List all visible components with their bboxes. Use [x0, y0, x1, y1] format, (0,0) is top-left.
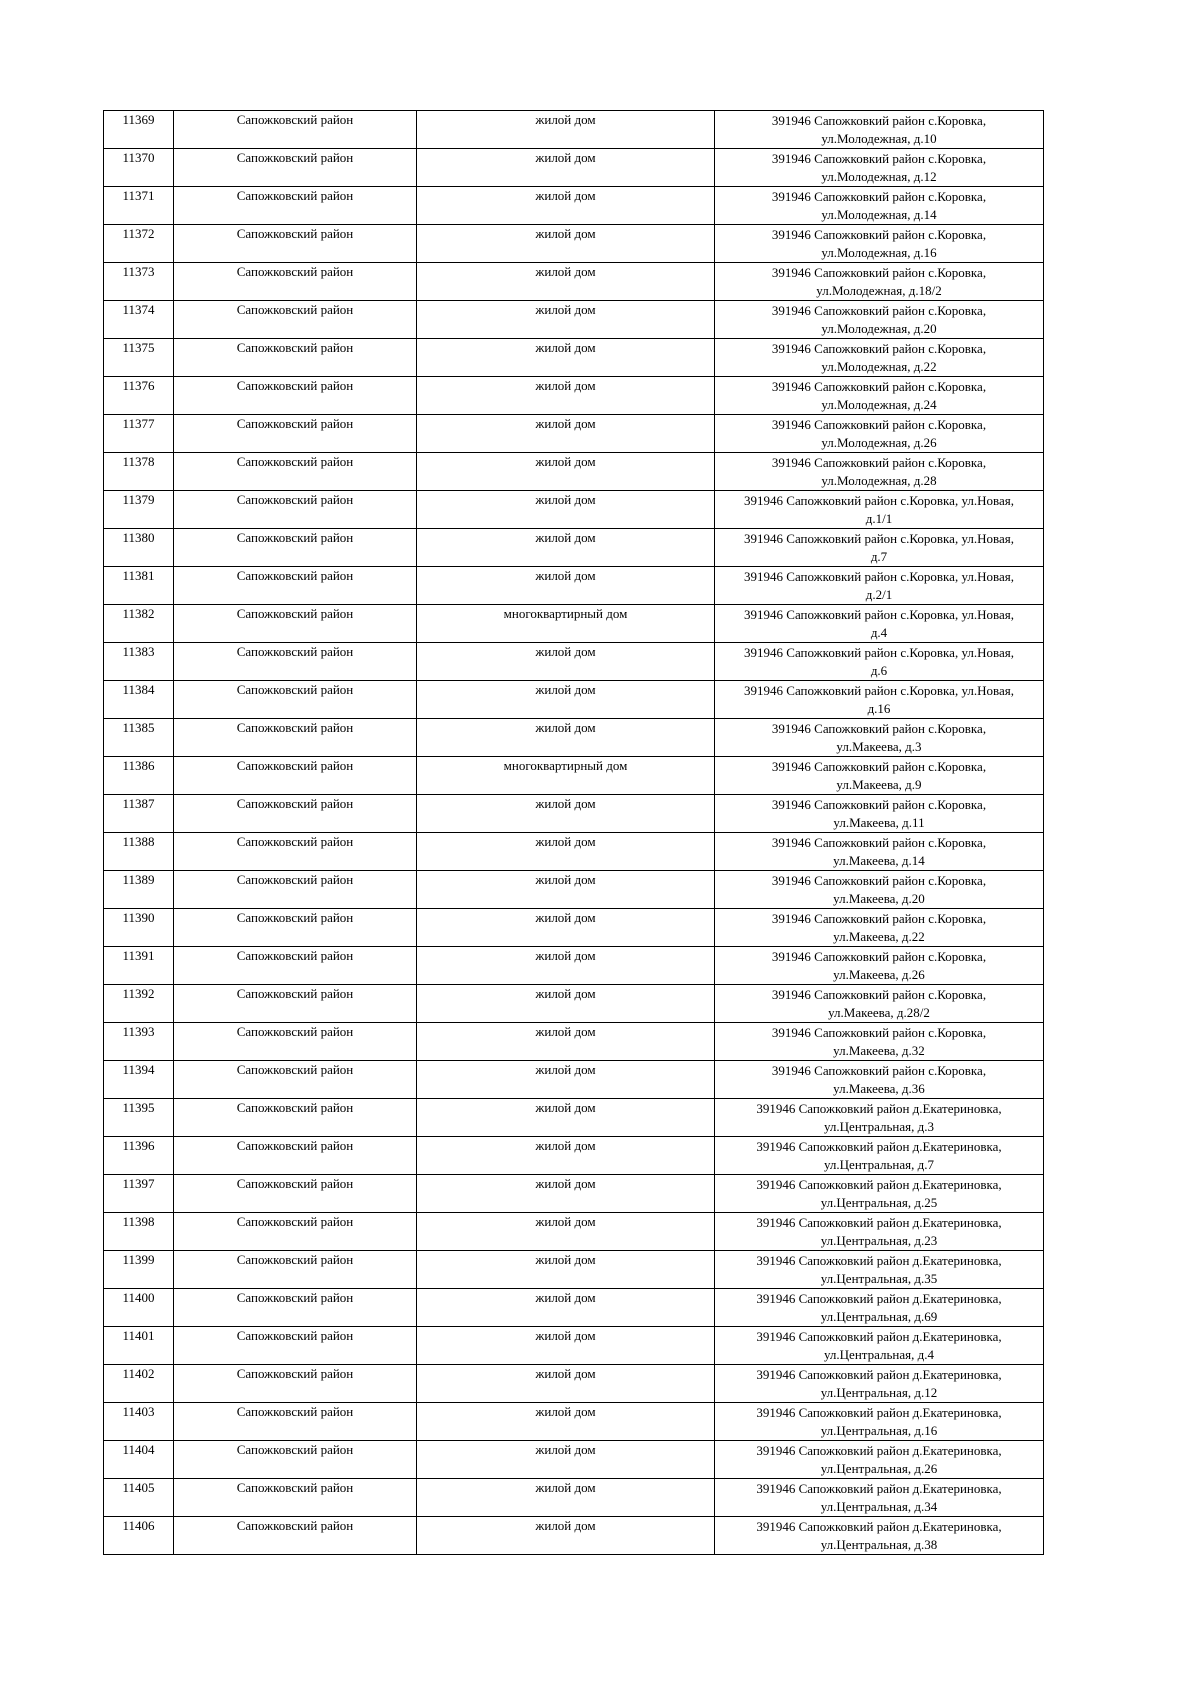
table-row: [104, 833, 1044, 871]
object-type-cell: жилой дом: [417, 985, 715, 1023]
table-row: [104, 1213, 1044, 1251]
object-type-cell: жилой дом: [417, 1441, 715, 1479]
table-row: [104, 1403, 1044, 1441]
address-line-2: д.16: [867, 701, 891, 716]
object-type-cell: жилой дом: [417, 1289, 715, 1327]
address-cell: [715, 415, 1044, 453]
address-line-2: ул.Центральная, д.7: [824, 1157, 934, 1172]
address-cell: [715, 795, 1044, 833]
record-number-cell: 11384: [104, 681, 174, 719]
table-row: [104, 909, 1044, 947]
address-cell: [715, 871, 1044, 909]
address-line-1: 391946 Сапожковкий район д.Екатериновка,: [756, 1519, 1002, 1534]
table-row: [104, 1099, 1044, 1137]
record-number-cell: 11398: [104, 1213, 174, 1251]
address-cell: [715, 681, 1044, 719]
address-line-1: 391946 Сапожковкий район с.Коровка,: [771, 455, 987, 470]
record-number-cell: 11403: [104, 1403, 174, 1441]
object-type-cell: многоквартирный дом: [417, 757, 715, 795]
address-line-1: 391946 Сапожковкий район с.Коровка,: [771, 303, 987, 318]
record-number-cell: 11374: [104, 301, 174, 339]
record-number-cell: 11406: [104, 1517, 174, 1555]
table-row: [104, 871, 1044, 909]
address-line-1: 391946 Сапожковкий район с.Коровка,: [771, 189, 987, 204]
address-line-1: 391946 Сапожковкий район с.Коровка,: [771, 721, 987, 736]
record-number-cell: 11391: [104, 947, 174, 985]
district-cell: Сапожковский район: [174, 643, 417, 681]
record-number-cell: 11369: [104, 111, 174, 149]
address-line-2: д.4: [870, 625, 888, 640]
table-row: [104, 567, 1044, 605]
address-line-1: 391946 Сапожковкий район с.Коровка,: [771, 151, 987, 166]
object-type-cell: многоквартирный дом: [417, 605, 715, 643]
address-cell: [715, 1365, 1044, 1403]
address-line-2: ул.Макеева, д.14: [833, 853, 925, 868]
address-line-1: 391946 Сапожковкий район с.Коровка, ул.Новая,: [744, 607, 1014, 622]
object-type-cell: жилой дом: [417, 719, 715, 757]
district-cell: Сапожковский район: [174, 301, 417, 339]
address-line-1: 391946 Сапожковкий район д.Екатериновка,: [756, 1177, 1002, 1192]
address-cell: [715, 1175, 1044, 1213]
record-number-cell: 11376: [104, 377, 174, 415]
address-cell: [715, 985, 1044, 1023]
address-cell: [715, 719, 1044, 757]
table-row: [104, 719, 1044, 757]
address-line-2: ул.Макеева, д.28/2: [828, 1005, 930, 1020]
address-cell: [715, 1137, 1044, 1175]
table-row: [104, 1061, 1044, 1099]
district-cell: Сапожковский район: [174, 339, 417, 377]
record-number-cell: 11370: [104, 149, 174, 187]
table-row: [104, 1023, 1044, 1061]
address-line-1: 391946 Сапожковкий район с.Коровка, ул.Новая,: [744, 531, 1014, 546]
district-cell: Сапожковский район: [174, 795, 417, 833]
address-line-1: 391946 Сапожковкий район д.Екатериновка,: [756, 1367, 1002, 1382]
district-cell: Сапожковский район: [174, 111, 417, 149]
object-type-cell: жилой дом: [417, 833, 715, 871]
object-type-cell: жилой дом: [417, 111, 715, 149]
district-cell: Сапожковский район: [174, 909, 417, 947]
address-cell: [715, 833, 1044, 871]
table-row: [104, 529, 1044, 567]
district-cell: Сапожковский район: [174, 567, 417, 605]
address-line-1: 391946 Сапожковкий район д.Екатериновка,: [756, 1443, 1002, 1458]
address-line-1: 391946 Сапожковкий район с.Коровка,: [771, 835, 987, 850]
address-line-2: д.7: [870, 549, 888, 564]
table-row: [104, 605, 1044, 643]
table-row: [104, 263, 1044, 301]
address-cell: [715, 1403, 1044, 1441]
registry-table-body: [104, 111, 1044, 1555]
address-cell: [715, 1327, 1044, 1365]
record-number-cell: 11387: [104, 795, 174, 833]
table-row: [104, 1365, 1044, 1403]
address-line-2: ул.Макеева, д.9: [836, 777, 922, 792]
address-line-1: 391946 Сапожковкий район д.Екатериновка,: [756, 1405, 1002, 1420]
district-cell: Сапожковский район: [174, 529, 417, 567]
table-row: [104, 985, 1044, 1023]
table-row: [104, 1137, 1044, 1175]
record-number-cell: 11396: [104, 1137, 174, 1175]
record-number-cell: 11382: [104, 605, 174, 643]
address-line-1: 391946 Сапожковкий район с.Коровка,: [771, 797, 987, 812]
district-cell: Сапожковский район: [174, 1479, 417, 1517]
object-type-cell: жилой дом: [417, 871, 715, 909]
address-cell: [715, 339, 1044, 377]
district-cell: Сапожковский район: [174, 833, 417, 871]
table-row: [104, 1517, 1044, 1555]
district-cell: Сапожковский район: [174, 491, 417, 529]
district-cell: Сапожковский район: [174, 1289, 417, 1327]
address-line-2: ул.Центральная, д.4: [824, 1347, 934, 1362]
record-number-cell: 11386: [104, 757, 174, 795]
table-row: [104, 947, 1044, 985]
address-line-1: 391946 Сапожковкий район с.Коровка,: [771, 1025, 987, 1040]
object-type-cell: жилой дом: [417, 1403, 715, 1441]
address-line-1: 391946 Сапожковкий район с.Коровка, ул.Новая,: [744, 683, 1014, 698]
address-cell: [715, 529, 1044, 567]
record-number-cell: 11381: [104, 567, 174, 605]
table-row: [104, 795, 1044, 833]
object-type-cell: жилой дом: [417, 1023, 715, 1061]
address-line-1: 391946 Сапожковкий район д.Екатериновка,: [756, 1101, 1002, 1116]
address-cell: [715, 491, 1044, 529]
address-line-1: 391946 Сапожковкий район с.Коровка, ул.Новая,: [744, 569, 1014, 584]
district-cell: Сапожковский район: [174, 225, 417, 263]
address-line-1: 391946 Сапожковкий район д.Екатериновка,: [756, 1291, 1002, 1306]
address-line-2: д.1/1: [865, 511, 893, 526]
address-cell: [715, 605, 1044, 643]
address-line-1: 391946 Сапожковкий район д.Екатериновка,: [756, 1215, 1002, 1230]
object-type-cell: жилой дом: [417, 1099, 715, 1137]
address-cell: [715, 567, 1044, 605]
object-type-cell: жилой дом: [417, 415, 715, 453]
record-number-cell: 11372: [104, 225, 174, 263]
district-cell: Сапожковский район: [174, 149, 417, 187]
object-type-cell: жилой дом: [417, 795, 715, 833]
district-cell: Сапожковский район: [174, 1099, 417, 1137]
address-cell: [715, 947, 1044, 985]
record-number-cell: 11383: [104, 643, 174, 681]
address-cell: [715, 909, 1044, 947]
address-cell: [715, 377, 1044, 415]
table-row: [104, 1251, 1044, 1289]
object-type-cell: жилой дом: [417, 1061, 715, 1099]
district-cell: Сапожковский район: [174, 1213, 417, 1251]
table-row: [104, 1479, 1044, 1517]
address-line-2: ул.Молодежная, д.20: [821, 321, 937, 336]
address-line-2: ул.Молодежная, д.22: [821, 359, 937, 374]
address-line-2: ул.Макеева, д.3: [836, 739, 922, 754]
table-row: [104, 491, 1044, 529]
address-line-1: 391946 Сапожковкий район д.Екатериновка,: [756, 1139, 1002, 1154]
table-row: [104, 757, 1044, 795]
address-line-1: 391946 Сапожковкий район с.Коровка,: [771, 417, 987, 432]
table-row: [104, 1289, 1044, 1327]
record-number-cell: 11400: [104, 1289, 174, 1327]
address-line-2: ул.Центральная, д.12: [820, 1385, 938, 1400]
object-type-cell: жилой дом: [417, 1251, 715, 1289]
address-line-2: ул.Центральная, д.25: [820, 1195, 938, 1210]
address-line-2: ул.Центральная, д.16: [820, 1423, 938, 1438]
address-cell: [715, 149, 1044, 187]
address-line-2: ул.Молодежная, д.24: [821, 397, 937, 412]
address-line-1: 391946 Сапожковкий район с.Коровка,: [771, 227, 987, 242]
address-line-1: 391946 Сапожковкий район с.Коровка, ул.Новая,: [744, 493, 1014, 508]
object-type-cell: жилой дом: [417, 1365, 715, 1403]
address-line-2: ул.Центральная, д.23: [820, 1233, 938, 1248]
address-cell: [715, 1251, 1044, 1289]
district-cell: Сапожковский район: [174, 1061, 417, 1099]
record-number-cell: 11389: [104, 871, 174, 909]
district-cell: Сапожковский район: [174, 1023, 417, 1061]
address-cell: [715, 1213, 1044, 1251]
district-cell: Сапожковский район: [174, 757, 417, 795]
table-row: [104, 377, 1044, 415]
address-cell: [715, 111, 1044, 149]
address-line-2: ул.Центральная, д.34: [820, 1499, 938, 1514]
registry-table: [103, 110, 1044, 1555]
district-cell: Сапожковский район: [174, 1517, 417, 1555]
object-type-cell: жилой дом: [417, 301, 715, 339]
record-number-cell: 11397: [104, 1175, 174, 1213]
object-type-cell: жилой дом: [417, 681, 715, 719]
record-number-cell: 11395: [104, 1099, 174, 1137]
address-line-2: ул.Макеева, д.11: [833, 815, 925, 830]
address-cell: [715, 757, 1044, 795]
address-line-1: 391946 Сапожковкий район с.Коровка,: [771, 759, 987, 774]
table-row: [104, 1327, 1044, 1365]
record-number-cell: 11388: [104, 833, 174, 871]
address-cell: [715, 1289, 1044, 1327]
address-line-1: 391946 Сапожковкий район с.Коровка,: [771, 949, 987, 964]
district-cell: Сапожковский район: [174, 1175, 417, 1213]
address-cell: [715, 453, 1044, 491]
district-cell: Сапожковский район: [174, 1403, 417, 1441]
address-line-2: д.2/1: [865, 587, 893, 602]
object-type-cell: жилой дом: [417, 947, 715, 985]
table-row: [104, 225, 1044, 263]
district-cell: Сапожковский район: [174, 1441, 417, 1479]
district-cell: Сапожковский район: [174, 415, 417, 453]
address-line-2: ул.Центральная, д.38: [820, 1537, 938, 1552]
district-cell: Сапожковский район: [174, 605, 417, 643]
district-cell: Сапожковский район: [174, 377, 417, 415]
object-type-cell: жилой дом: [417, 1137, 715, 1175]
address-line-2: ул.Макеева, д.22: [833, 929, 925, 944]
address-line-2: ул.Макеева, д.20: [833, 891, 925, 906]
address-line-2: ул.Молодежная, д.12: [821, 169, 937, 184]
record-number-cell: 11401: [104, 1327, 174, 1365]
object-type-cell: жилой дом: [417, 225, 715, 263]
district-cell: Сапожковский район: [174, 719, 417, 757]
address-line-2: ул.Центральная, д.3: [824, 1119, 934, 1134]
address-line-2: ул.Молодежная, д.10: [821, 131, 937, 146]
address-cell: [715, 1061, 1044, 1099]
district-cell: Сапожковский район: [174, 985, 417, 1023]
address-cell: [715, 187, 1044, 225]
address-line-1: 391946 Сапожковкий район с.Коровка,: [771, 873, 987, 888]
district-cell: Сапожковский район: [174, 1137, 417, 1175]
address-cell: [715, 643, 1044, 681]
record-number-cell: 11379: [104, 491, 174, 529]
object-type-cell: жилой дом: [417, 149, 715, 187]
record-number-cell: 11377: [104, 415, 174, 453]
record-number-cell: 11390: [104, 909, 174, 947]
table-row: [104, 643, 1044, 681]
record-number-cell: 11404: [104, 1441, 174, 1479]
district-cell: Сапожковский район: [174, 453, 417, 491]
table-row: [104, 1175, 1044, 1213]
address-line-1: 391946 Сапожковкий район с.Коровка,: [771, 911, 987, 926]
object-type-cell: жилой дом: [417, 643, 715, 681]
address-line-1: 391946 Сапожковкий район с.Коровка,: [771, 265, 987, 280]
object-type-cell: жилой дом: [417, 377, 715, 415]
object-type-cell: жилой дом: [417, 567, 715, 605]
address-line-1: 391946 Сапожковкий район с.Коровка,: [771, 113, 987, 128]
object-type-cell: жилой дом: [417, 909, 715, 947]
address-line-1: 391946 Сапожковкий район д.Екатериновка,: [756, 1329, 1002, 1344]
object-type-cell: жилой дом: [417, 1479, 715, 1517]
record-number-cell: 11380: [104, 529, 174, 567]
table-row: [104, 301, 1044, 339]
address-line-2: ул.Молодежная, д.18/2: [816, 283, 942, 298]
address-line-2: ул.Макеева, д.32: [833, 1043, 925, 1058]
record-number-cell: 11373: [104, 263, 174, 301]
record-number-cell: 11375: [104, 339, 174, 377]
record-number-cell: 11405: [104, 1479, 174, 1517]
district-cell: Сапожковский район: [174, 1365, 417, 1403]
table-row: [104, 187, 1044, 225]
object-type-cell: жилой дом: [417, 1517, 715, 1555]
record-number-cell: 11371: [104, 187, 174, 225]
record-number-cell: 11402: [104, 1365, 174, 1403]
address-cell: [715, 263, 1044, 301]
address-cell: [715, 1441, 1044, 1479]
address-line-1: 391946 Сапожковкий район д.Екатериновка,: [756, 1253, 1002, 1268]
object-type-cell: жилой дом: [417, 1327, 715, 1365]
district-cell: Сапожковский район: [174, 947, 417, 985]
table-row: [104, 415, 1044, 453]
table-row: [104, 111, 1044, 149]
address-cell: [715, 1099, 1044, 1137]
address-line-1: 391946 Сапожковкий район д.Екатериновка,: [756, 1481, 1002, 1496]
district-cell: Сапожковский район: [174, 871, 417, 909]
address-cell: [715, 225, 1044, 263]
object-type-cell: жилой дом: [417, 187, 715, 225]
address-line-1: 391946 Сапожковкий район с.Коровка,: [771, 341, 987, 356]
table-row: [104, 339, 1044, 377]
object-type-cell: жилой дом: [417, 1213, 715, 1251]
record-number-cell: 11393: [104, 1023, 174, 1061]
object-type-cell: жилой дом: [417, 529, 715, 567]
address-line-2: ул.Молодежная, д.26: [821, 435, 937, 450]
address-line-1: 391946 Сапожковкий район с.Коровка,: [771, 379, 987, 394]
address-line-1: 391946 Сапожковкий район с.Коровка,: [771, 987, 987, 1002]
address-line-2: ул.Центральная, д.26: [820, 1461, 938, 1476]
address-line-2: ул.Центральная, д.69: [820, 1309, 938, 1324]
address-cell: [715, 1479, 1044, 1517]
record-number-cell: 11378: [104, 453, 174, 491]
address-line-2: ул.Молодежная, д.14: [821, 207, 937, 222]
district-cell: Сапожковский район: [174, 1327, 417, 1365]
object-type-cell: жилой дом: [417, 491, 715, 529]
district-cell: Сапожковский район: [174, 1251, 417, 1289]
object-type-cell: жилой дом: [417, 263, 715, 301]
district-cell: Сапожковский район: [174, 263, 417, 301]
object-type-cell: жилой дом: [417, 453, 715, 491]
address-line-2: ул.Молодежная, д.28: [821, 473, 937, 488]
table-row: [104, 149, 1044, 187]
address-line-2: ул.Молодежная, д.16: [821, 245, 937, 260]
table-row: [104, 1441, 1044, 1479]
address-line-2: ул.Макеева, д.36: [833, 1081, 925, 1096]
address-cell: [715, 1023, 1044, 1061]
object-type-cell: жилой дом: [417, 339, 715, 377]
address-line-2: ул.Центральная, д.35: [820, 1271, 938, 1286]
address-line-2: д.6: [870, 663, 888, 678]
district-cell: Сапожковский район: [174, 681, 417, 719]
record-number-cell: 11392: [104, 985, 174, 1023]
record-number-cell: 11399: [104, 1251, 174, 1289]
district-cell: Сапожковский район: [174, 187, 417, 225]
address-cell: [715, 1517, 1044, 1555]
object-type-cell: жилой дом: [417, 1175, 715, 1213]
record-number-cell: 11385: [104, 719, 174, 757]
table-row: [104, 681, 1044, 719]
table-row: [104, 453, 1044, 491]
address-line-1: 391946 Сапожковкий район с.Коровка,: [771, 1063, 987, 1078]
address-cell: [715, 301, 1044, 339]
record-number-cell: 11394: [104, 1061, 174, 1099]
address-line-1: 391946 Сапожковкий район с.Коровка, ул.Новая,: [744, 645, 1014, 660]
address-line-2: ул.Макеева, д.26: [833, 967, 925, 982]
